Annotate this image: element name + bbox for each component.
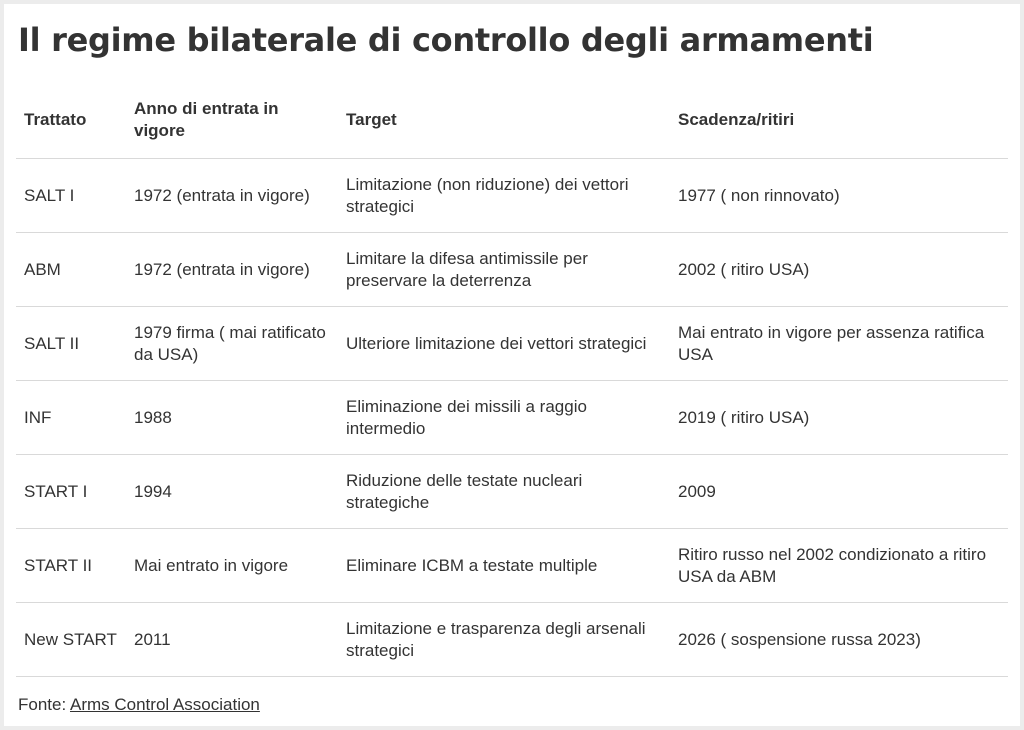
table-row (16, 603, 1008, 677)
cell-target: Limitazione (non riduzione) dei vettori strategici (338, 159, 670, 233)
source-note (18, 694, 260, 716)
cell-trattato: ABM (16, 233, 126, 307)
cell-scadenza: 1977 ( non rinnovato) (670, 159, 1008, 233)
cell-anno: 2011 (126, 603, 338, 677)
cell-anno: 1979 firma ( mai ratificato da USA) (126, 307, 338, 381)
table-row (16, 381, 1008, 455)
cell-target: Eliminare ICBM a testate multiple (338, 529, 670, 603)
cell-target: Ulteriore limitazione dei vettori strategici (338, 307, 670, 381)
table-row (16, 159, 1008, 233)
source-prefix: Fonte: (18, 695, 70, 714)
header-trattato: Trattato (16, 82, 126, 159)
cell-scadenza: Ritiro russo nel 2002 condizionato a ritiro USA da ABM (670, 529, 1008, 603)
cell-trattato: START I (16, 455, 126, 529)
cell-scadenza: 2009 (670, 455, 1008, 529)
cell-scadenza: 2026 ( sospensione russa 2023) (670, 603, 1008, 677)
cell-scadenza: Mai entrato in vigore per assenza ratifica USA (670, 307, 1008, 381)
cell-trattato: INF (16, 381, 126, 455)
cell-target: Limitazione e trasparenza degli arsenali strategici (338, 603, 670, 677)
cell-scadenza: 2019 ( ritiro USA) (670, 381, 1008, 455)
cell-target: Eliminazione dei missili a raggio intermedio (338, 381, 670, 455)
table-card (4, 4, 1020, 726)
cell-trattato: New START (16, 603, 126, 677)
header-scadenza: Scadenza/ritiri (670, 82, 1008, 159)
page-title: Il regime bilaterale di controllo degli armamenti (18, 21, 874, 59)
treaty-table (16, 82, 1008, 677)
table-row (16, 455, 1008, 529)
cell-anno: 1988 (126, 381, 338, 455)
cell-anno: 1994 (126, 455, 338, 529)
table-header-row (16, 82, 1008, 159)
cell-anno: 1972 (entrata in vigore) (126, 233, 338, 307)
cell-trattato: START II (16, 529, 126, 603)
source-link[interactable]: Arms Control Association (69, 695, 260, 714)
cell-target: Limitare la difesa antimissile per preservare la deterrenza (338, 233, 670, 307)
cell-scadenza: 2002 ( ritiro USA) (670, 233, 1008, 307)
cell-trattato: SALT II (16, 307, 126, 381)
cell-target: Riduzione delle testate nucleari strategiche (338, 455, 670, 529)
table-row (16, 307, 1008, 381)
cell-anno: 1972 (entrata in vigore) (126, 159, 338, 233)
cell-trattato: SALT I (16, 159, 126, 233)
header-target: Target (338, 82, 670, 159)
cell-anno: Mai entrato in vigore (126, 529, 338, 603)
header-anno: Anno di entrata in vigore (126, 82, 338, 159)
table-row (16, 529, 1008, 603)
table-row (16, 233, 1008, 307)
